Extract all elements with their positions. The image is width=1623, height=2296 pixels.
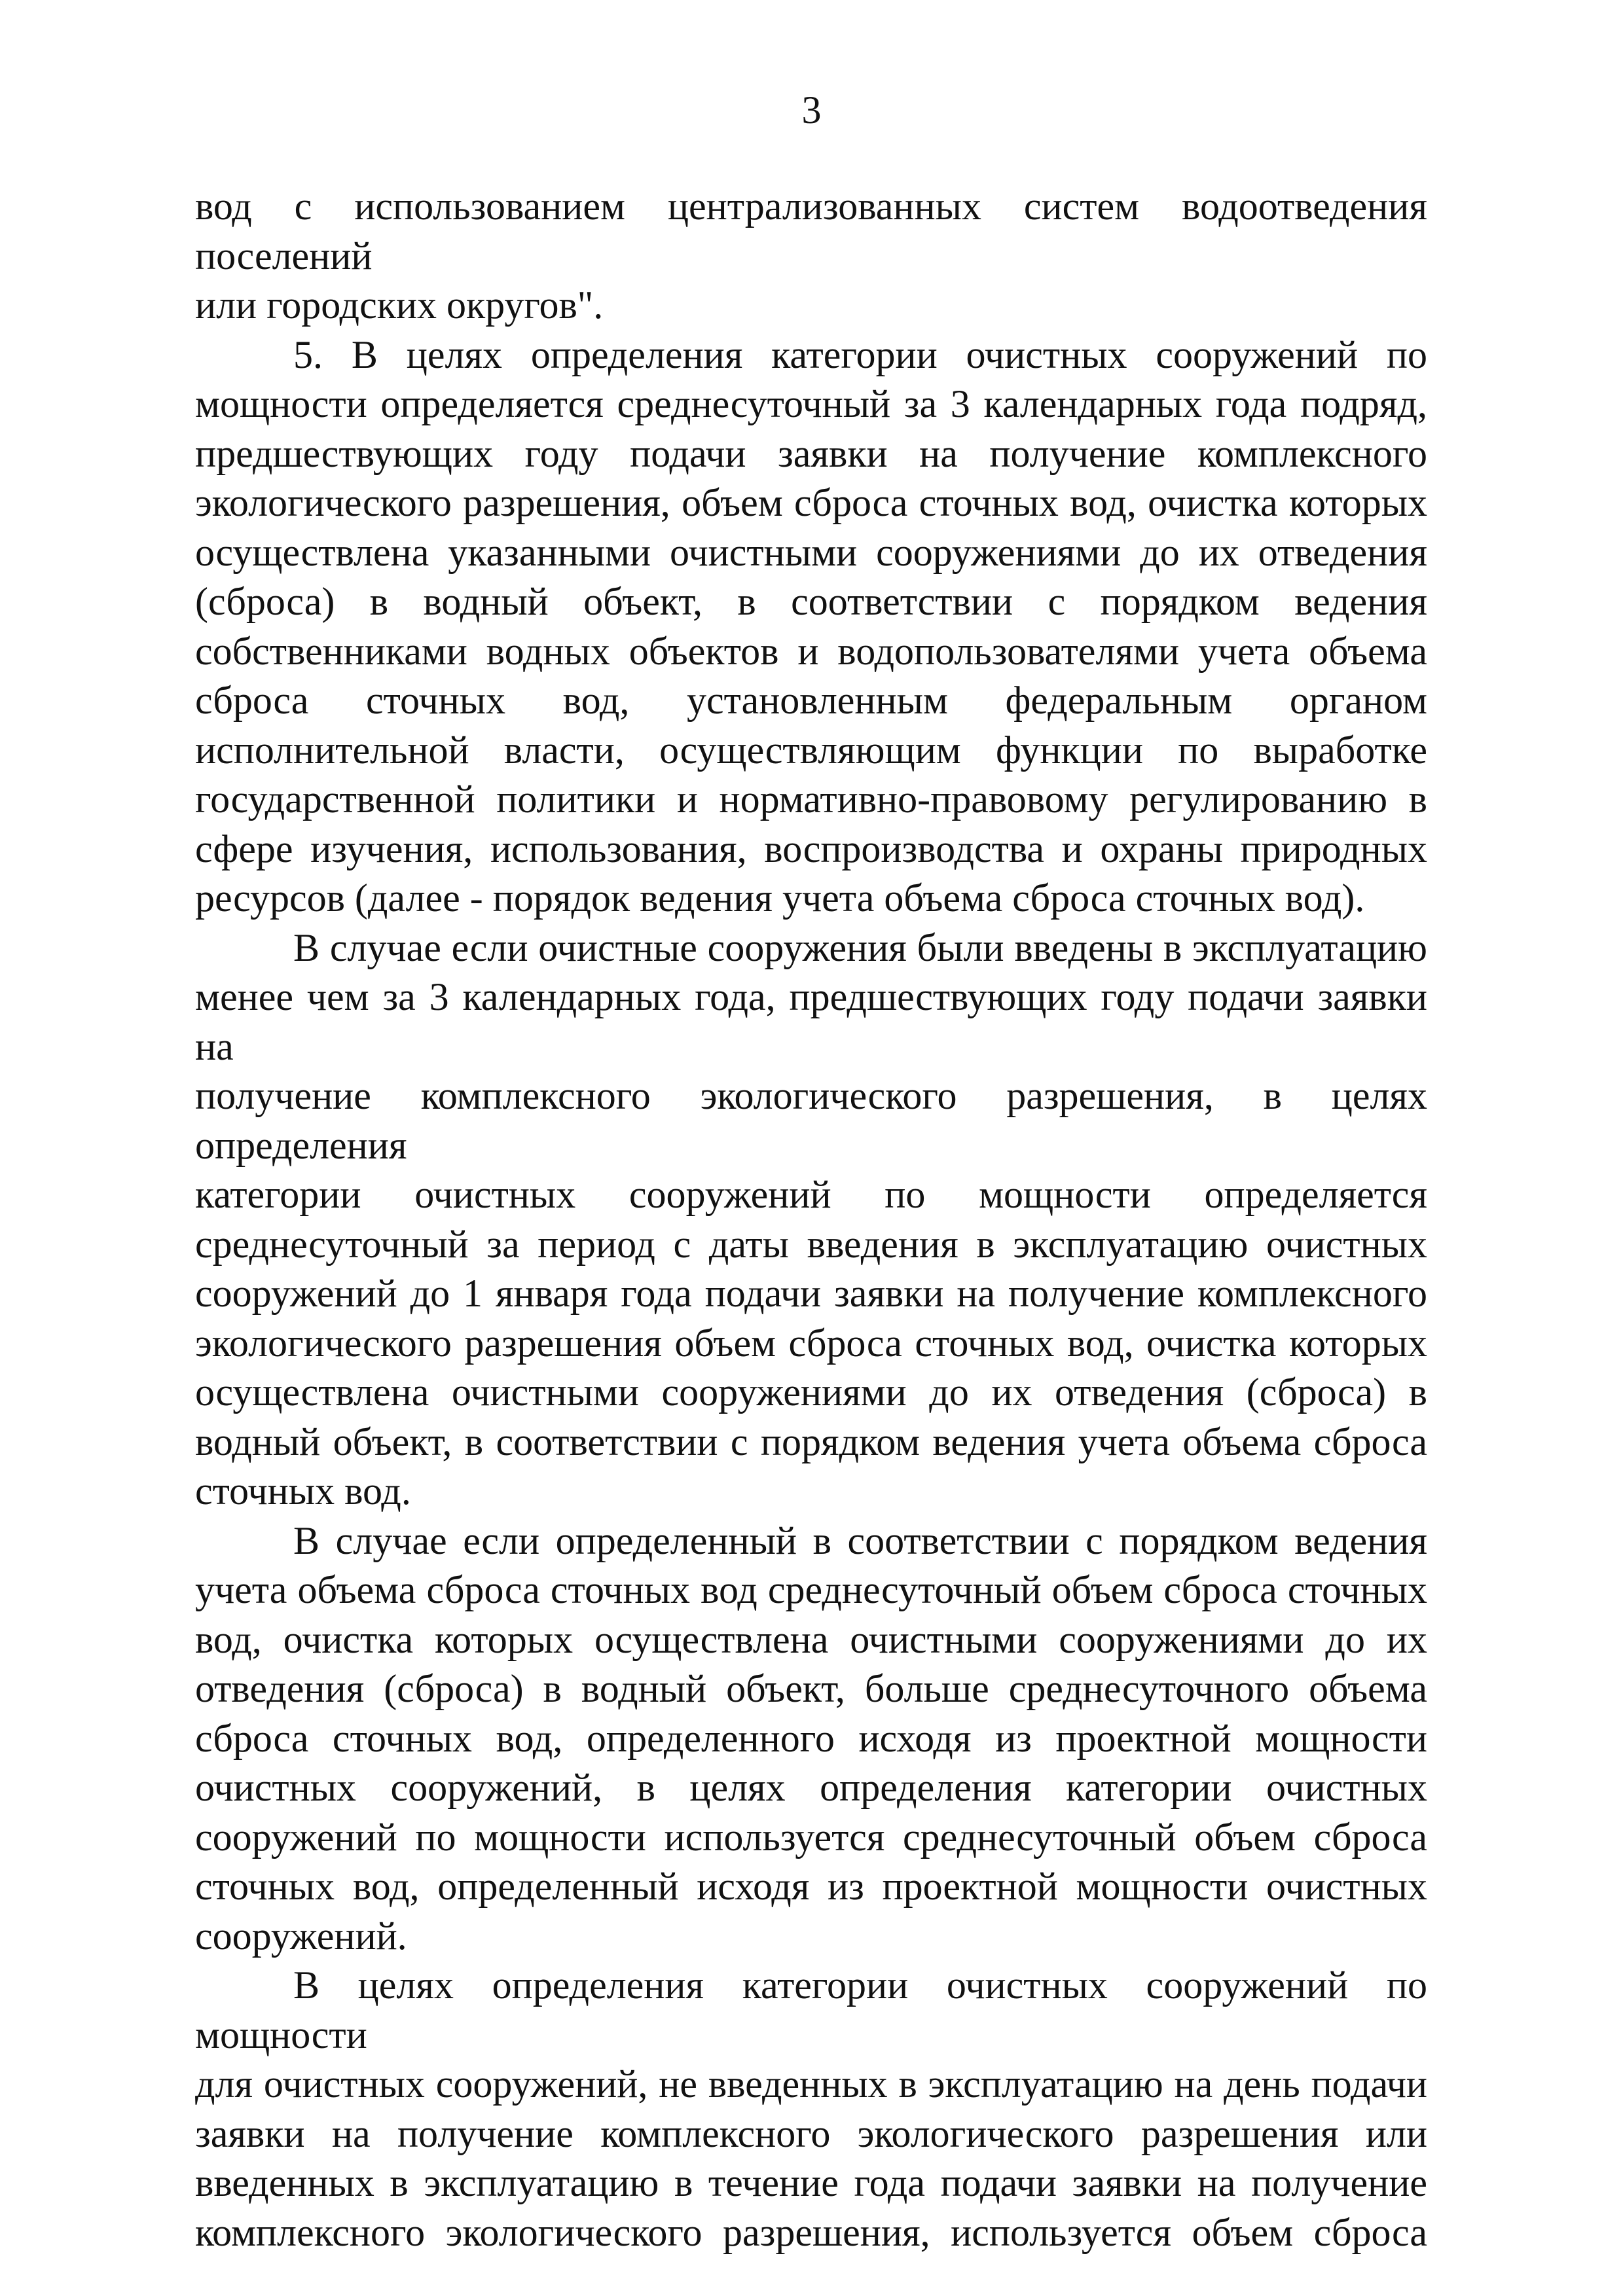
text-line [195,2060,1427,2109]
text-line-content: учета объема сброса сточных вод среднесуточный объем сброса сточных [195,1568,1427,1611]
text-line [195,1368,1427,1418]
text-line [195,1862,1427,1912]
page-number: 3 [801,88,822,132]
text-line [195,1714,1427,1764]
text-line-content: категории очистных сооружений по мощности определяется [195,1173,1427,1216]
text-line-content: сброса сточных вод, установленным федеральным органом [195,679,1427,722]
text-line-content: собственниками водных объектов и водопользователями учета объема [195,629,1427,673]
text-line-content: вод, очистка которых осуществлена очистными сооружениями до их [195,1617,1427,1661]
text-line-content: экологического разрешения, объем сброса сточных вод, очистка которых [195,481,1427,524]
text-line-content: В случае если очистные сооружения были введены в эксплуатацию [293,925,1427,969]
text-line [195,2208,1427,2258]
text-line-content: менее чем за 3 календарных года, предшествующих году подачи заявки на [195,975,1427,1068]
text-line [195,1615,1427,1665]
text-line [195,182,1427,281]
text-line-content: вод с использованием централизованных систем водоотведения поселений [195,185,1427,278]
document-body [195,182,1427,2257]
text-line [195,331,1427,380]
text-line-content: мощности определяется среднесуточный за 3 календарных года подряд, [195,382,1427,425]
text-line [195,429,1427,479]
text-line [195,380,1427,429]
text-line [195,676,1427,726]
text-line [195,1170,1427,1220]
text-line [195,478,1427,528]
text-line-content: (сброса) в водный объект, в соответствии с порядком ведения [195,580,1427,623]
text-line-content: осуществлена указанными очистными сооружениями до их отведения [195,530,1427,574]
text-line [195,1813,1427,1863]
text-line-content: государственной политики и нормативно-правовому регулированию в [195,778,1427,821]
text-line [195,577,1427,627]
text-line [195,1566,1427,1615]
text-line [195,825,1427,874]
text-line-content: сооружений. [195,1914,407,1958]
text-line [195,2159,1427,2208]
text-line [195,627,1427,677]
text-line-content: введенных в эксплуатацию в течение года подачи заявки на получение [195,2161,1427,2204]
text-line [195,775,1427,825]
text-line [195,1220,1427,1270]
text-line-content: отведения (сброса) в водный объект, больше среднесуточного объема [195,1667,1427,1710]
text-line [195,1319,1427,1369]
text-line [195,1664,1427,1714]
text-line-content: сточных вод. [195,1469,411,1513]
text-line-content: заявки на получение комплексного экологического разрешения или [195,2111,1427,2155]
text-line [195,1269,1427,1319]
text-line-content: сооружений по мощности используется среднесуточный объем сброса [195,1815,1427,1859]
text-line [195,1763,1427,1813]
text-line-content: получение комплексного экологического разрешения, в целях определения [195,1074,1427,1167]
text-line [195,528,1427,578]
text-line-content: среднесуточный за период с даты введения в эксплуатацию очистных [195,1222,1427,1266]
text-line-content: комплексного экологического разрешения, используется объем сброса [195,2210,1427,2254]
text-line [195,1418,1427,1467]
text-line [195,924,1427,973]
text-line-content: исполнительной власти, осуществляющим функции по выработке [195,728,1427,772]
text-line [195,1071,1427,1170]
text-line [195,2109,1427,2159]
text-line-content: сфере изучения, использования, воспроизводства и охраны природных [195,827,1427,870]
text-line [195,1912,1427,1962]
text-line-content: ресурсов (далее - порядок ведения учета объема сброса сточных вод). [195,876,1365,920]
text-line [195,1516,1427,1566]
text-line-content: 5. В целях определения категории очистных сооружений по [293,332,1427,376]
text-line-content: предшествующих году подачи заявки на получение комплексного [195,431,1427,475]
text-line-content: осуществлена очистными сооружениями до их отведения (сброса) в [195,1371,1427,1414]
text-line-content: сточных вод, определенный исходя из проектной мощности очистных [195,1865,1427,1908]
text-line-content: экологического разрешения объем сброса сточных вод, очистка которых [195,1321,1427,1365]
text-line-content: сооружений до 1 января года подачи заявки на получение комплексного [195,1272,1427,1315]
text-line-content: очистных сооружений, в целях определения категории очистных [195,1766,1427,1809]
text-line-content: В случае если определенный в соответствии с порядком ведения [293,1518,1427,1562]
text-line [195,1961,1427,2060]
text-line [195,1467,1427,1516]
text-line [195,973,1427,1071]
text-line-content: для очистных сооружений, не введенных в эксплуатацию на день подачи [195,2062,1427,2106]
text-line [195,874,1427,924]
text-line-content: сброса сточных вод, определенного исходя из проектной мощности [195,1716,1427,1760]
text-line-content: В целях определения категории очистных сооружений по мощности [195,1964,1427,2056]
text-line [195,726,1427,776]
text-line-content: или городских округов". [195,283,604,327]
text-line-content: водный объект, в соответствии с порядком ведения учета объема сброса [195,1420,1427,1463]
text-line [195,281,1427,331]
